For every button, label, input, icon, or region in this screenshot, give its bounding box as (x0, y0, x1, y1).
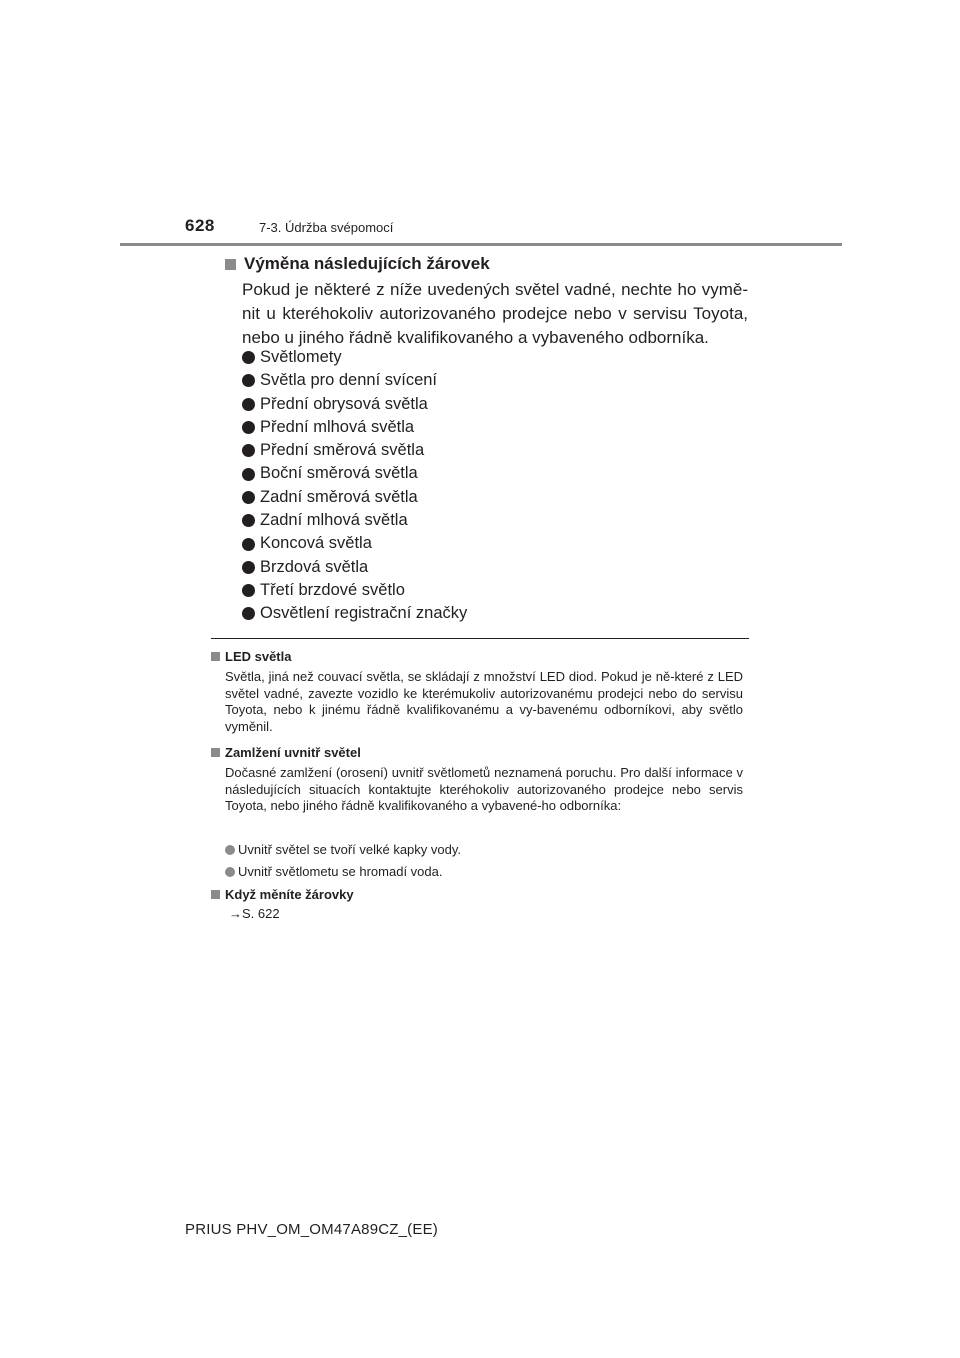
bullet-dot-icon (242, 374, 255, 387)
list-item-text: Přední mlhová světla (260, 417, 415, 436)
list-item (242, 416, 467, 439)
bullet-dot-icon (242, 468, 255, 481)
header-rule (120, 243, 842, 246)
list-item-text: Přední směrová světla (260, 441, 425, 460)
list-item (242, 346, 467, 369)
list-item-text: Přední obrysová světla (260, 394, 428, 413)
main-paragraph: Pokud je některé z níže uvedených světel vadné, nechte ho vymě-nit u kteréhokoliv autorizovaného prodejce nebo v servisu Toyota, nebo u jiného řádně kvalifikovaného a vybaveného odborníka. (242, 280, 748, 347)
bullet-dot-icon (242, 538, 255, 551)
note-fog-heading (211, 745, 361, 760)
bullet-dot-icon (242, 514, 255, 527)
note-fog-title: Zamlžení uvnitř světel (225, 745, 361, 760)
list-item-text: Světlomety (260, 348, 342, 366)
list-item (225, 864, 442, 879)
list-item-text: Brzdová světla (260, 557, 369, 576)
list-item (225, 842, 461, 857)
document-code: PRIUS PHV_OM_OM47A89CZ_(EE) (185, 1221, 438, 1238)
list-item-text: Osvětlení registrační značky (260, 604, 468, 623)
page-number: 628 (185, 216, 215, 235)
square-bullet-icon (211, 890, 220, 899)
section-divider (211, 638, 749, 639)
list-item (242, 556, 467, 579)
note-led-title: LED světla (225, 649, 292, 664)
list-item (242, 369, 467, 392)
note-fog-text: Dočasné zamlžení (orosení) uvnitř světlometů neznamená poruchu. Pro další informace v následujících situacích kontaktujte kteréhokoliv autorizovaného prodejce nebo servis Toyota, nebo jiného řádně kvalifikovaného a vybavené-ho odborníka: (225, 765, 743, 813)
note-led-text: Světla, jiná než couvací světla, se skládají z množství LED diod. Pokud je ně-které z LED světel vadné, zavezte vozidlo ke kterémukoliv autorizovanému prodejci nebo do servisu Toyota, nebo k jinému řádně kvalifikovanému a vy-bavenému odborníkovi, aby světlo vyměnil. (225, 669, 743, 734)
bullet-dot-icon (225, 845, 235, 855)
bullet-dot-icon (225, 867, 235, 877)
list-item-text: Třetí brzdové světlo (260, 580, 405, 599)
bullet-dot-icon (242, 584, 255, 597)
list-item-text: Boční směrová světla (260, 464, 418, 483)
square-bullet-icon (211, 652, 220, 661)
square-bullet-icon (211, 748, 220, 757)
list-item-text: Uvnitř světlometu se hromadí voda. (238, 864, 443, 879)
list-item-text: Zadní směrová světla (260, 487, 418, 506)
list-item-text: Zadní mlhová světla (260, 511, 408, 530)
bullet-dot-icon (242, 444, 255, 457)
list-item (242, 532, 467, 555)
list-item (242, 602, 467, 625)
bullet-dot-icon (242, 398, 255, 411)
list-item (242, 579, 467, 602)
list-item-text: Koncová světla (260, 534, 372, 553)
square-bullet-icon (225, 259, 236, 270)
list-item (242, 509, 467, 532)
list-item (242, 393, 467, 416)
list-item (242, 486, 467, 509)
list-item (242, 462, 467, 485)
note-led-heading (211, 649, 291, 664)
bullet-dot-icon (242, 607, 255, 620)
main-heading-text: Výměna následujících žárovek (244, 254, 490, 273)
bullet-dot-icon (242, 561, 255, 574)
main-heading (225, 254, 490, 274)
list-item-text: Světla pro denní svícení (260, 371, 438, 390)
list-item (242, 439, 467, 462)
bullet-dot-icon (242, 491, 255, 504)
bullet-dot-icon (242, 421, 255, 434)
page-reference-link[interactable]: →S. 622 (229, 906, 280, 921)
bulb-list (242, 346, 467, 626)
list-item-text: Uvnitř světel se tvoří velké kapky vody. (238, 842, 462, 857)
section-title: 7-3. Údržba svépomocí (259, 220, 394, 235)
note-replace-title: Když měníte žárovky (225, 887, 354, 902)
bullet-dot-icon (242, 351, 255, 364)
note-replace-heading (211, 887, 354, 902)
